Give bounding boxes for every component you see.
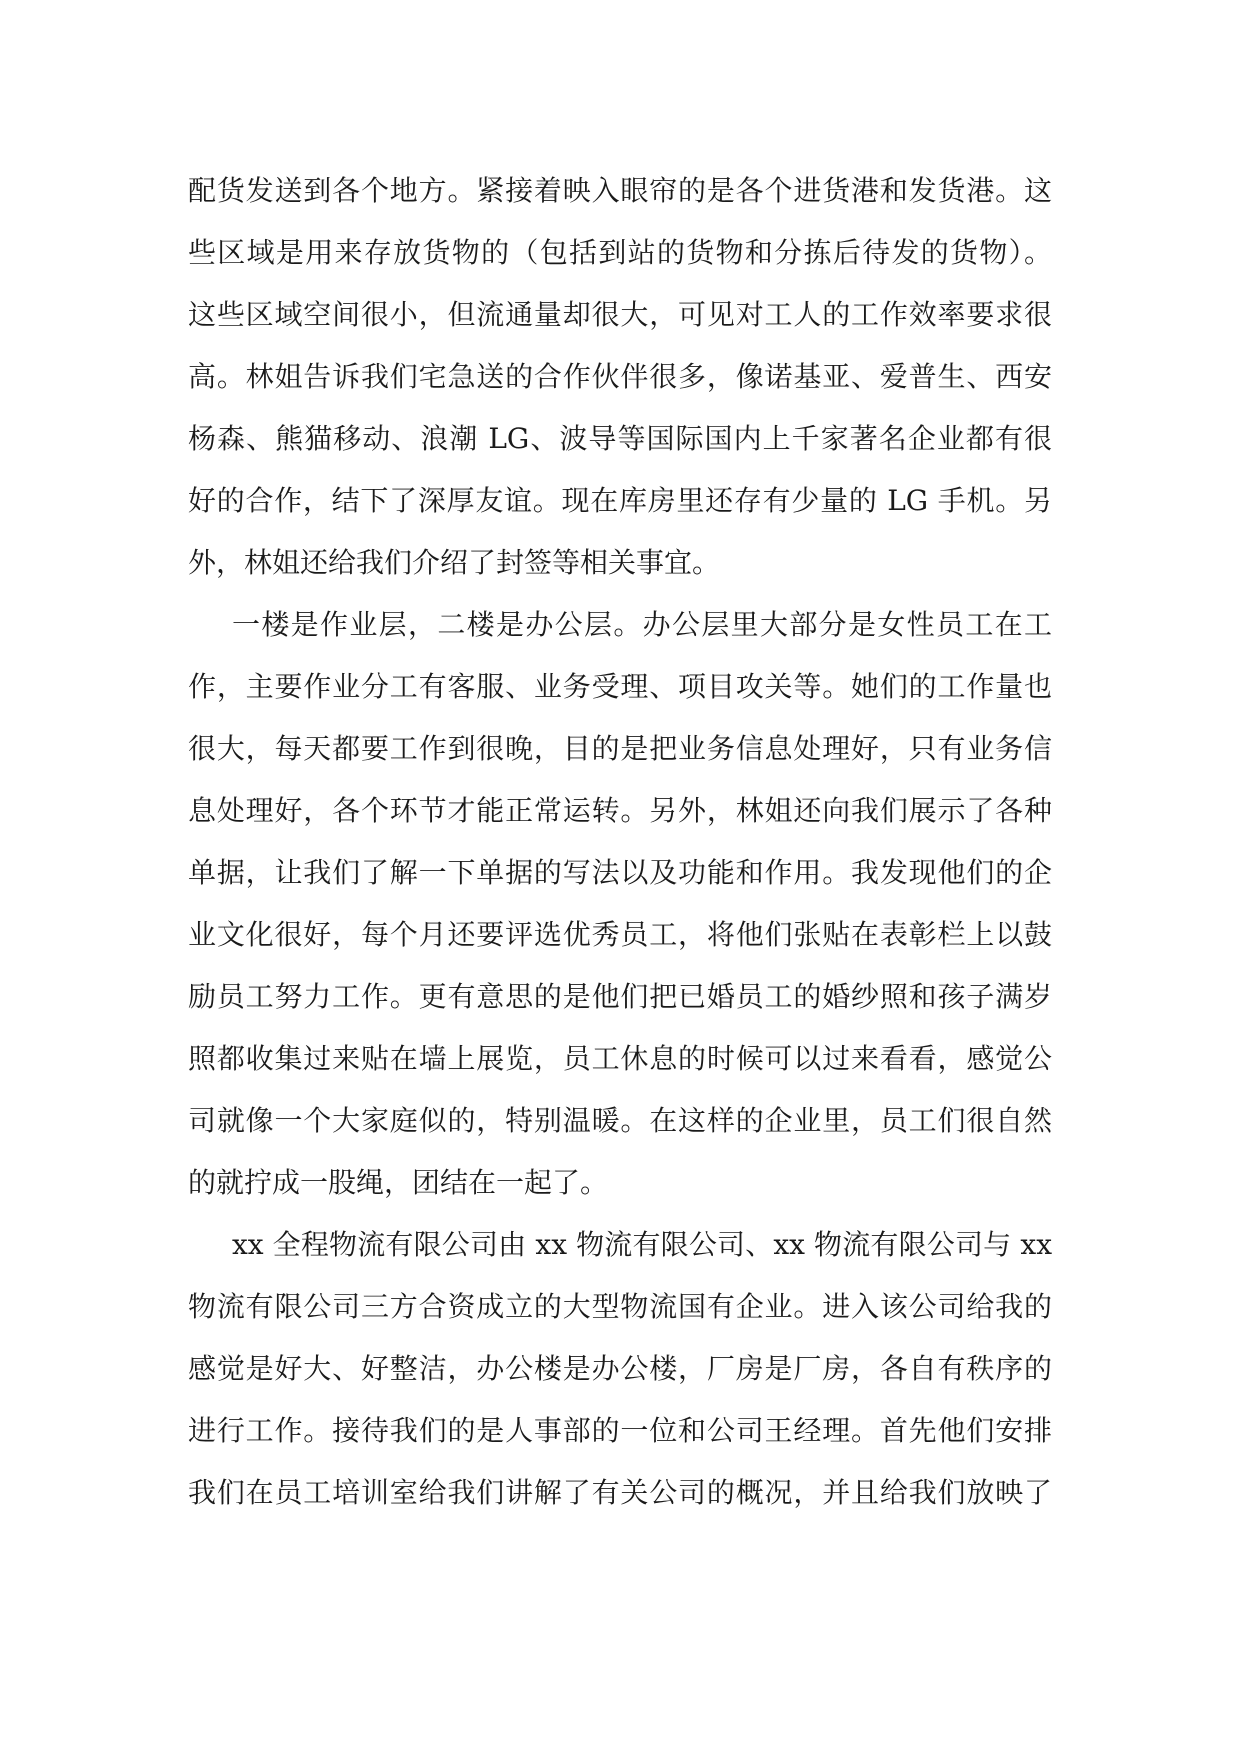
paragraph-first-line: xx 全程物流有限公司由 xx 物流有限公司、xx 物流有限公司与 xx [232, 1228, 1052, 1261]
text-line: 好的合作，结下了深厚友谊。现在库房里还存有少量的 LG 手机。另 [188, 484, 1052, 517]
text-line: 杨森、熊猫移动、浪潮 LG、波导等国际国内上千家著名企业都有很 [188, 422, 1052, 455]
text-line: 业文化很好，每个月还要评选优秀员工，将他们张贴在表彰栏上以鼓 [188, 918, 1052, 951]
text-line: 进行工作。接待我们的是人事部的一位和公司王经理。首先他们安排 [188, 1414, 1052, 1447]
text-line: 单据，让我们了解一下单据的写法以及功能和作用。我发现他们的企 [188, 856, 1052, 889]
text-line: 很大，每天都要工作到很晚，目的是把业务信息处理好，只有业务信 [188, 732, 1052, 765]
text-line: 高。林姐告诉我们宅急送的合作伙伴很多，像诺基亚、爱普生、西安 [188, 360, 1052, 393]
text-line: 我们在员工培训室给我们讲解了有关公司的概况，并且给我们放映了 [188, 1476, 1052, 1509]
document-body [188, 160, 1052, 1524]
text-line: 外，林姐还给我们介绍了封签等相关事宜。 [188, 546, 721, 579]
text-line: 息处理好，各个环节才能正常运转。另外，林姐还向我们展示了各种 [188, 794, 1052, 827]
text-line: 司就像一个大家庭似的，特别温暖。在这样的企业里，员工们很自然 [188, 1104, 1052, 1137]
paragraph-first-line: 一楼是作业层，二楼是办公层。办公层里大部分是女性员工在工 [232, 608, 1052, 641]
text-line: 这些区域空间很小，但流通量却很大，可见对工人的工作效率要求很 [188, 298, 1052, 331]
text-line: 照都收集过来贴在墙上展览，员工休息的时候可以过来看看，感觉公 [188, 1042, 1052, 1075]
text-line: 物流有限公司三方合资成立的大型物流国有企业。进入该公司给我的 [188, 1290, 1052, 1323]
text-line: 作，主要作业分工有客服、业务受理、项目攻关等。她们的工作量也 [188, 670, 1052, 703]
text-line: 励员工努力工作。更有意思的是他们把已婚员工的婚纱照和孩子满岁 [188, 980, 1052, 1013]
text-line: 的就拧成一股绳，团结在一起了。 [188, 1166, 609, 1199]
text-line: 些区域是用来存放货物的（包括到站的货物和分拣后待发的货物）。 [188, 236, 1052, 269]
text-line: 感觉是好大、好整洁，办公楼是办公楼，厂房是厂房，各自有秩序的 [188, 1352, 1052, 1385]
text-line: 配货发送到各个地方。紧接着映入眼帘的是各个进货港和发货港。这 [188, 174, 1052, 207]
